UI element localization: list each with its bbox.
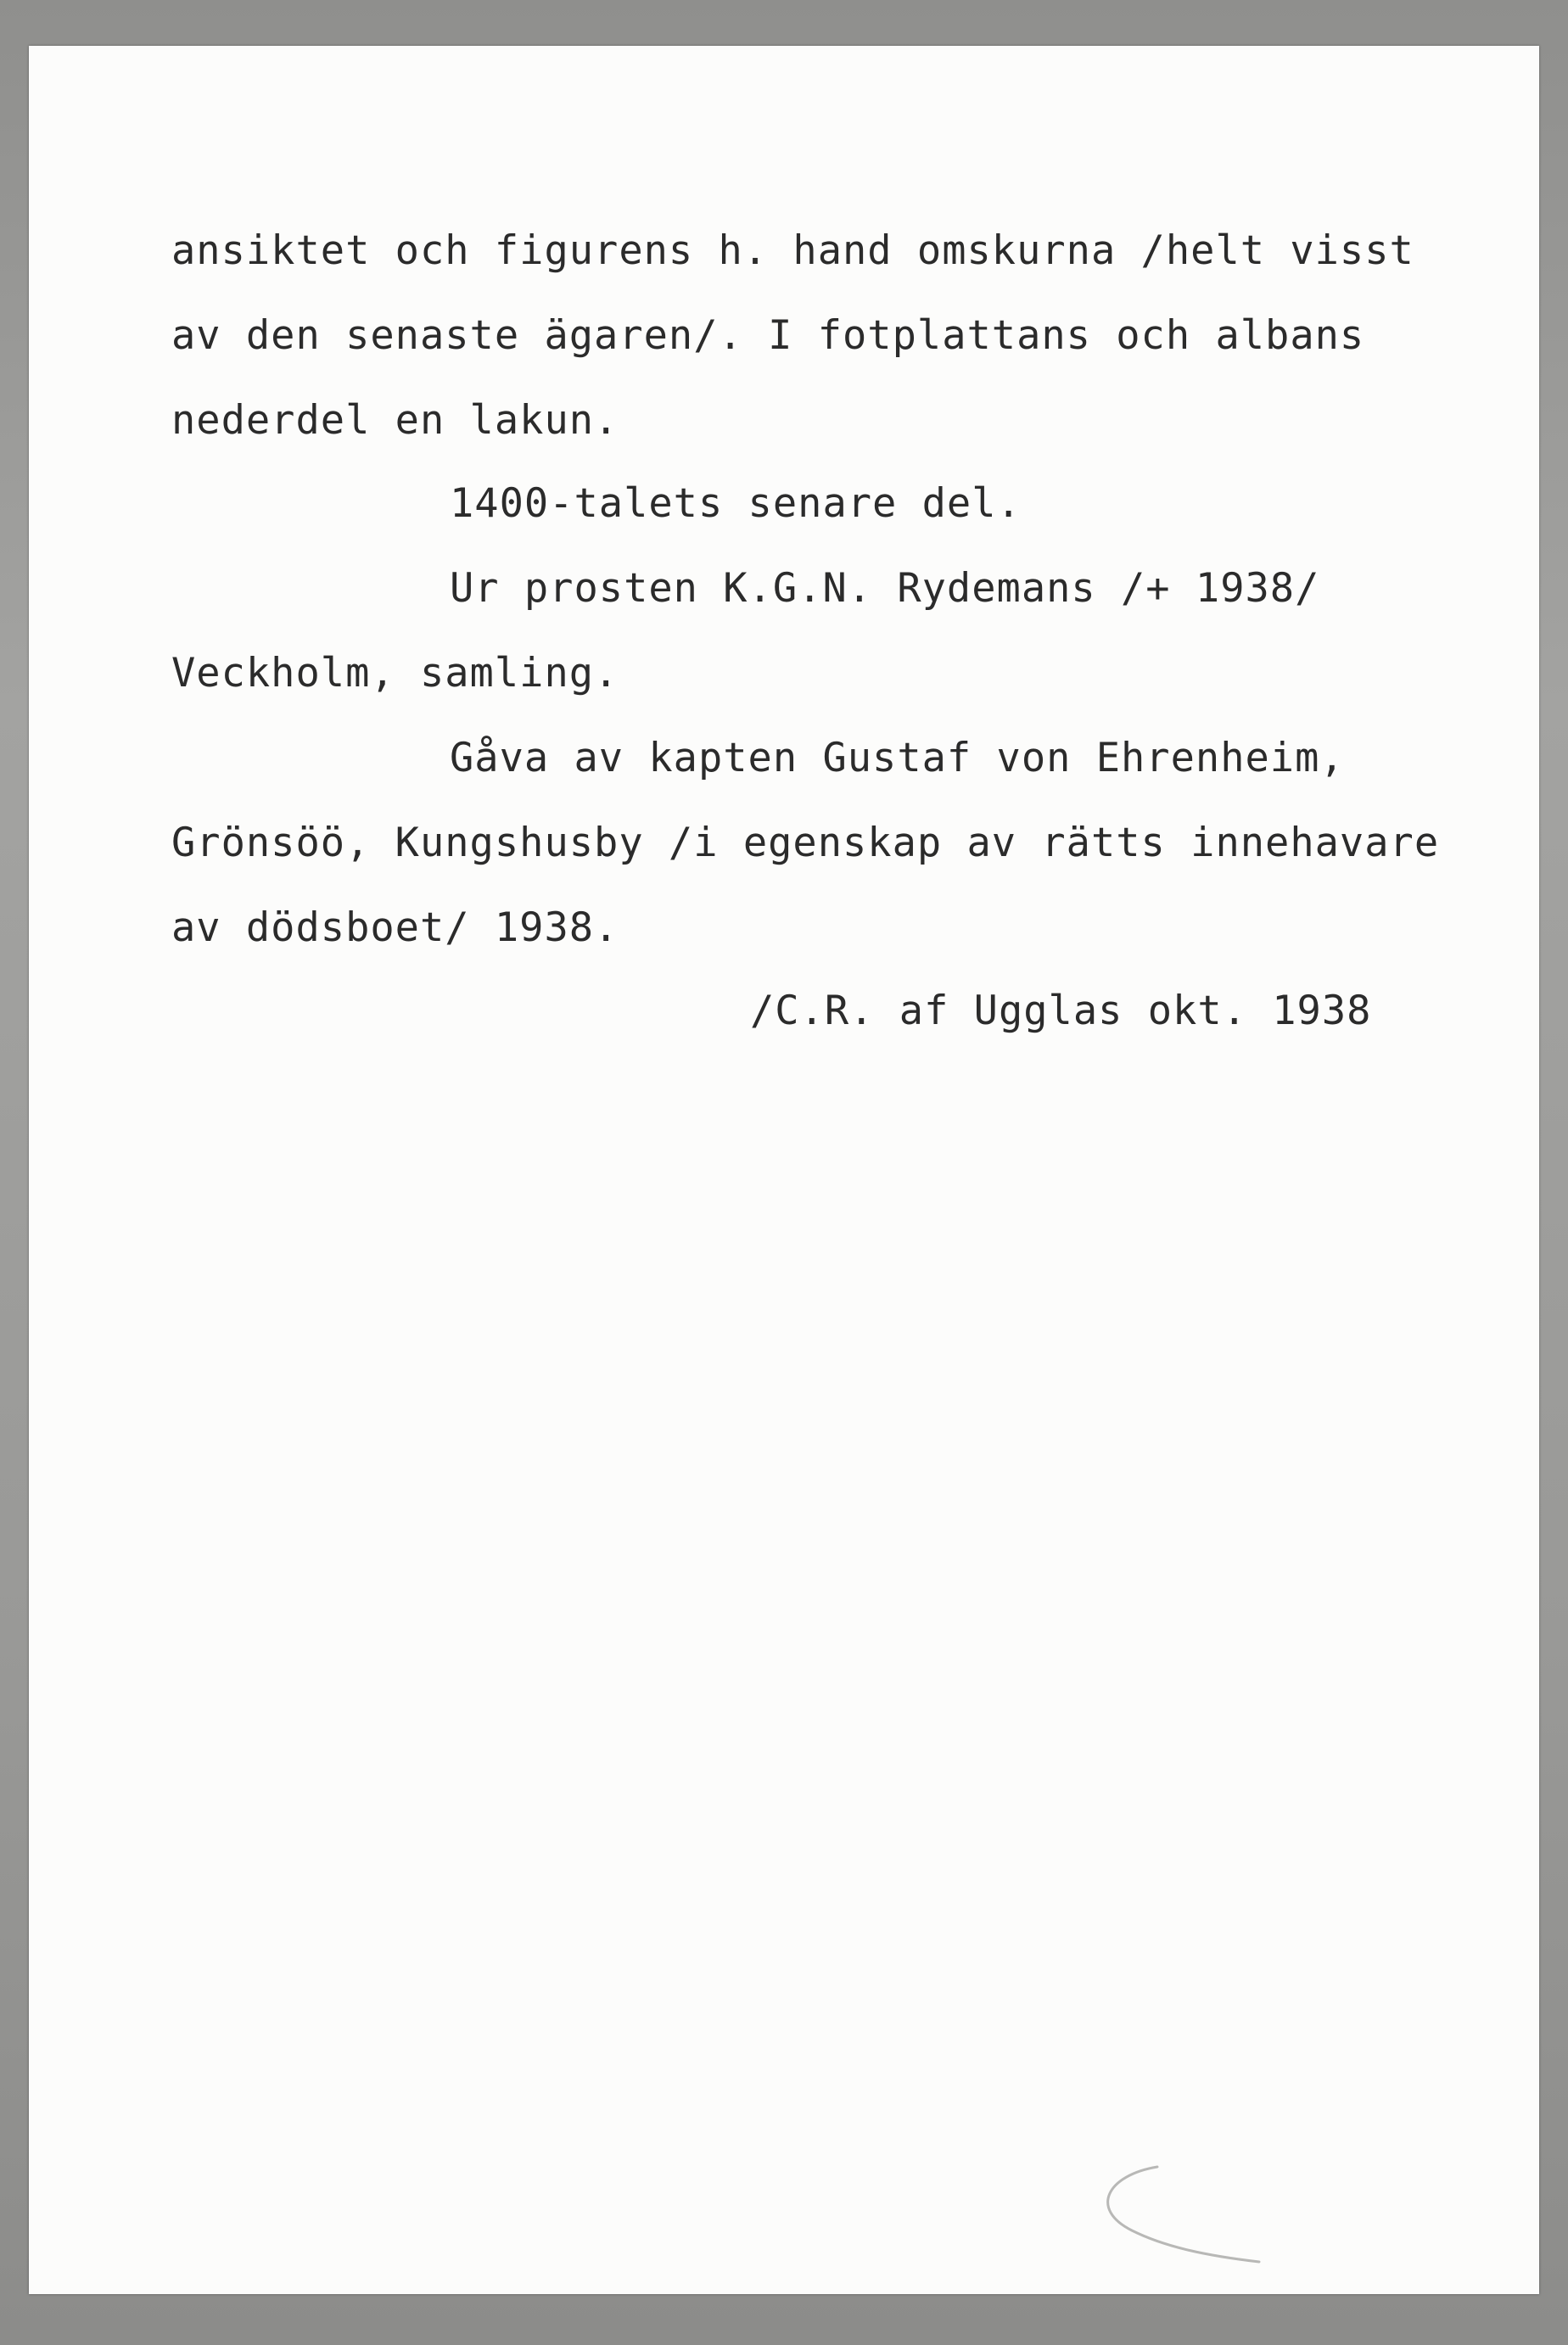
- pencil-stroke-mark: [1056, 2150, 1276, 2269]
- typed-text: [29, 46, 1539, 1064]
- text-line-5: Ur prosten K.G.N. Rydemans /+ 1938/: [450, 565, 1320, 612]
- text-line-4: 1400-talets senare del.: [450, 480, 1022, 527]
- text-line-9: av dödsboet/ 1938.: [171, 904, 619, 951]
- archive-card: [29, 46, 1539, 2294]
- text-line-2: av den senaste ägaren/. I fotplattans och albans: [171, 312, 1365, 359]
- text-line-8: Grönsöö, Kungshusby /i egenskap av rätts innehavare: [171, 820, 1440, 866]
- text-line-1: ansiktet och figurens h. hand omskurna /helt visst: [171, 227, 1414, 274]
- text-line-3: nederdel en lakun.: [171, 397, 619, 444]
- text-line-6: Veckholm, samling.: [171, 650, 619, 697]
- text-line-10: /C.R. af Ugglas okt. 1938: [750, 988, 1372, 1034]
- text-line-7: Gåva av kapten Gustaf von Ehrenheim,: [450, 735, 1345, 781]
